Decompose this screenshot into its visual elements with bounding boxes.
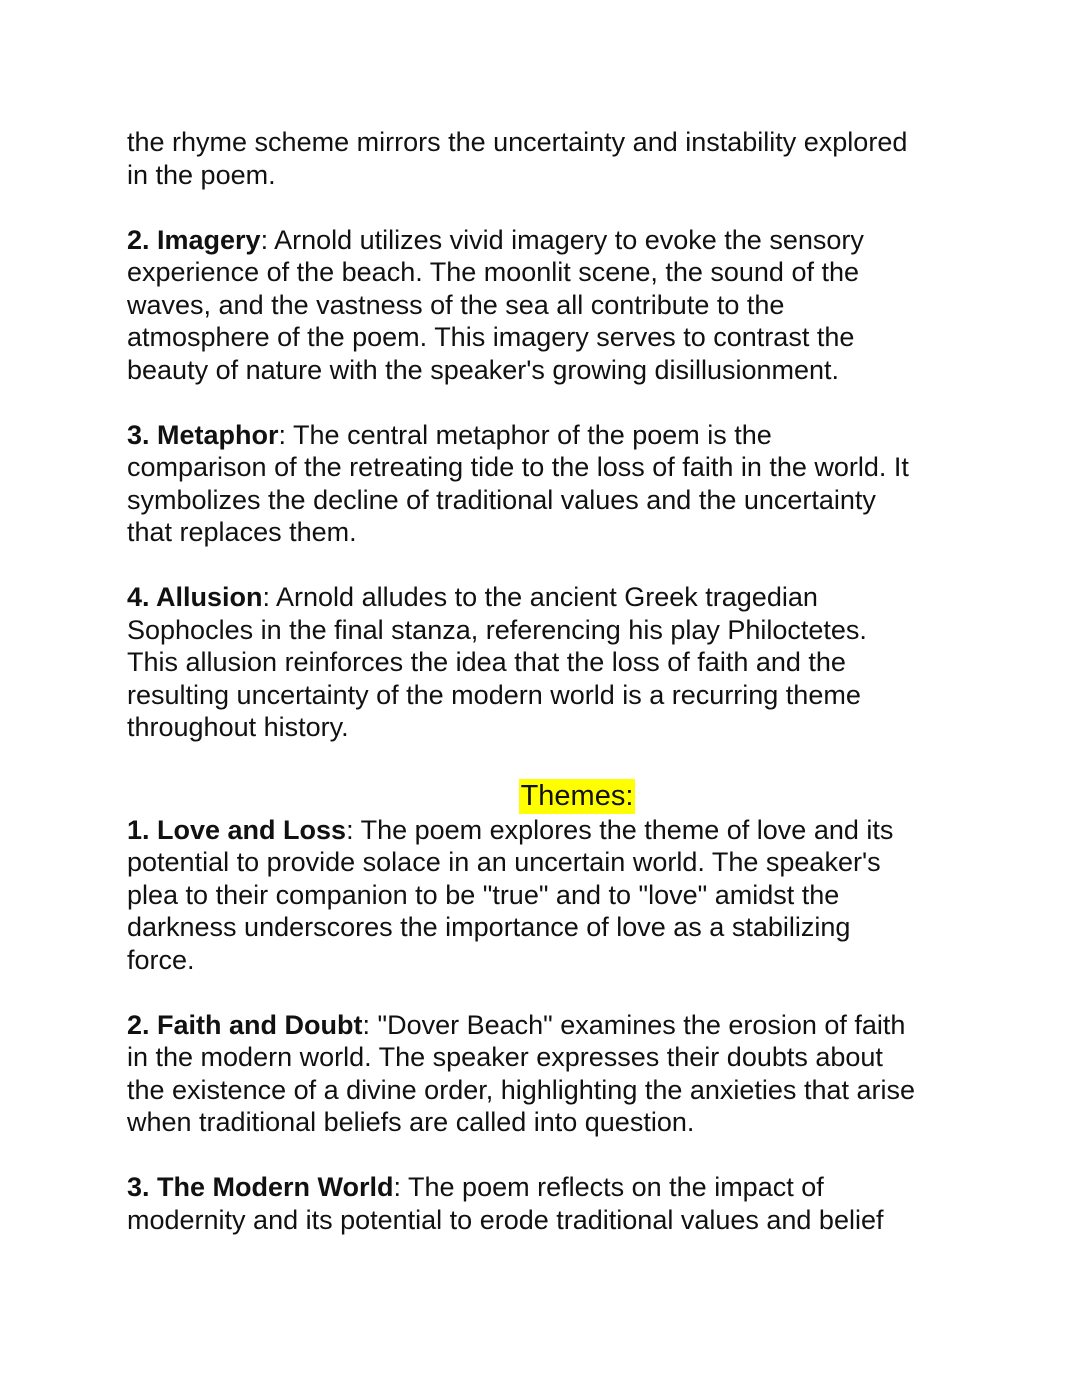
themes-heading: Themes: — [520, 779, 634, 812]
device-term: 2. Imagery — [127, 224, 261, 255]
theme-text: : The poem explores the theme of love and its potential to provide solace in an uncertain world. The speaker's plea to their companion to be "true" and to "love" amidst the darkness underscores the importance of love as a stabilizing force. — [127, 814, 894, 975]
theme-term: 3. The Modern World — [127, 1172, 394, 1202]
device-imagery — [127, 224, 967, 387]
theme-love-and-loss — [127, 814, 967, 977]
device-term: 3. Metaphor — [127, 419, 279, 450]
document-page — [127, 126, 967, 1269]
themes-heading-row — [127, 779, 967, 814]
theme-modern-world — [127, 1171, 967, 1236]
theme-text: : The poem reflects on the impact of modernity and its potential to erode traditional values and belief — [127, 1172, 884, 1235]
device-text: : Arnold alludes to the ancient Greek tragedian Sophocles in the final stanza, referencing his play Philoctetes. This allusion reinforces the idea that the loss of faith and the resulting uncertainty of the modern world is a recurring theme throughout history. — [127, 582, 867, 742]
device-term: 4. Allusion — [127, 582, 263, 612]
device-allusion — [127, 581, 967, 744]
theme-faith-and-doubt — [127, 1009, 967, 1139]
device-text: : Arnold utilizes vivid imagery to evoke the sensory experience of the beach. The moonlit scene, the sound of the waves, and the vastness of the sea all contribute to the atmosphere of the poem. This imagery serves to contrast the beauty of nature with the speaker's growing disillusionment. — [127, 224, 864, 385]
theme-text: : "Dover Beach" examines the erosion of faith in the modern world. The speaker expresses their doubts about the existence of a divine order, highlighting the anxieties that arise when traditional beliefs are called into question. — [127, 1009, 915, 1137]
theme-term: 2. Faith and Doubt — [127, 1009, 363, 1040]
theme-term: 1. Love and Loss — [127, 814, 347, 845]
intro-paragraph: the rhyme scheme mirrors the uncertainty and instability explored in the poem. — [127, 127, 908, 190]
device-metaphor — [127, 419, 967, 549]
device-text: : The central metaphor of the poem is the comparison of the retreating tide to the loss of faith in the world. It symbolizes the decline of traditional values and the uncertainty that replaces them. — [127, 419, 909, 547]
